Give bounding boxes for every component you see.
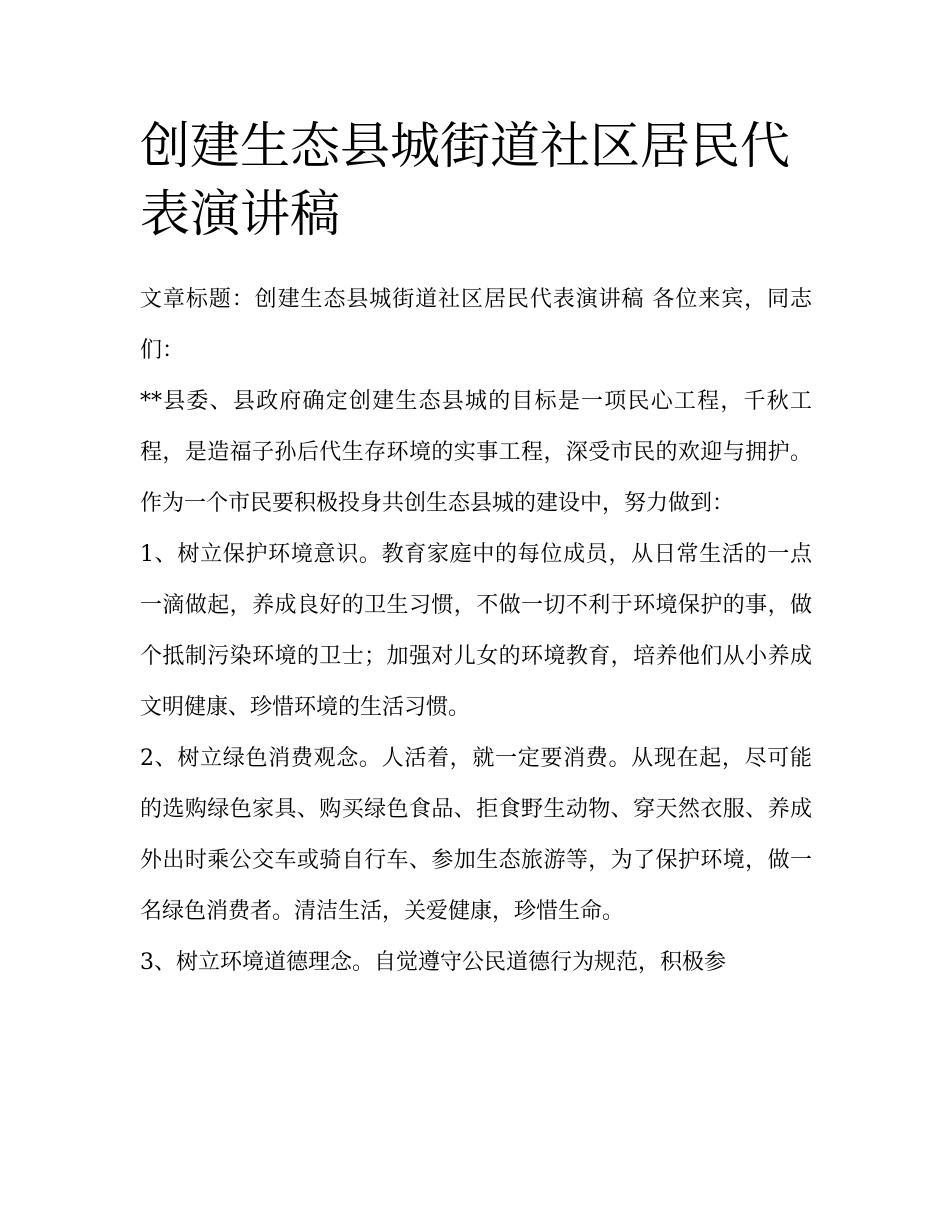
paragraph-goal: **县委、县政府确定创建生态县城的目标是一项民心工程，千秋工程，是造福子孙后代生存环境的实事工程，深受市民的欢迎与拥护。作为一个市民要积极投身共创生态县城的建设中，努力做到： (140, 389, 812, 516)
document-content (140, 112, 812, 988)
paragraph-intro: 文章标题：创建生态县城街道社区居民代表演讲稿 各位来宾，同志们： (140, 287, 812, 363)
paragraph-point-3: 3、树立环境道德理念。自觉遵守公民道德行为规范，积极参 (140, 950, 726, 975)
paragraph-point-1: 1、树立保护环境意识。教育家庭中的每位成员，从日常生活的一点一滴做起，养成良好的卫生习惯，不做一切不利于环境保护的事，做个抵制污染环境的卫士；加强对儿女的环境教育，培养他们从小养成文明健康、珍惜环境的生活习惯。 (140, 542, 812, 720)
document-title: 创建生态县城街道社区居民代表演讲稿 (140, 117, 790, 243)
document-body (140, 274, 812, 988)
paragraph-point-2: 2、树立绿色消费观念。人活着，就一定要消费。从现在起，尽可能的选购绿色家具、购买绿色食品、拒食野生动物、穿天然衣服、养成外出时乘公交车或骑自行车、参加生态旅游等，为了保护环境，做一名绿色消费者。清洁生活，关爱健康，珍惜生命。 (140, 746, 812, 924)
